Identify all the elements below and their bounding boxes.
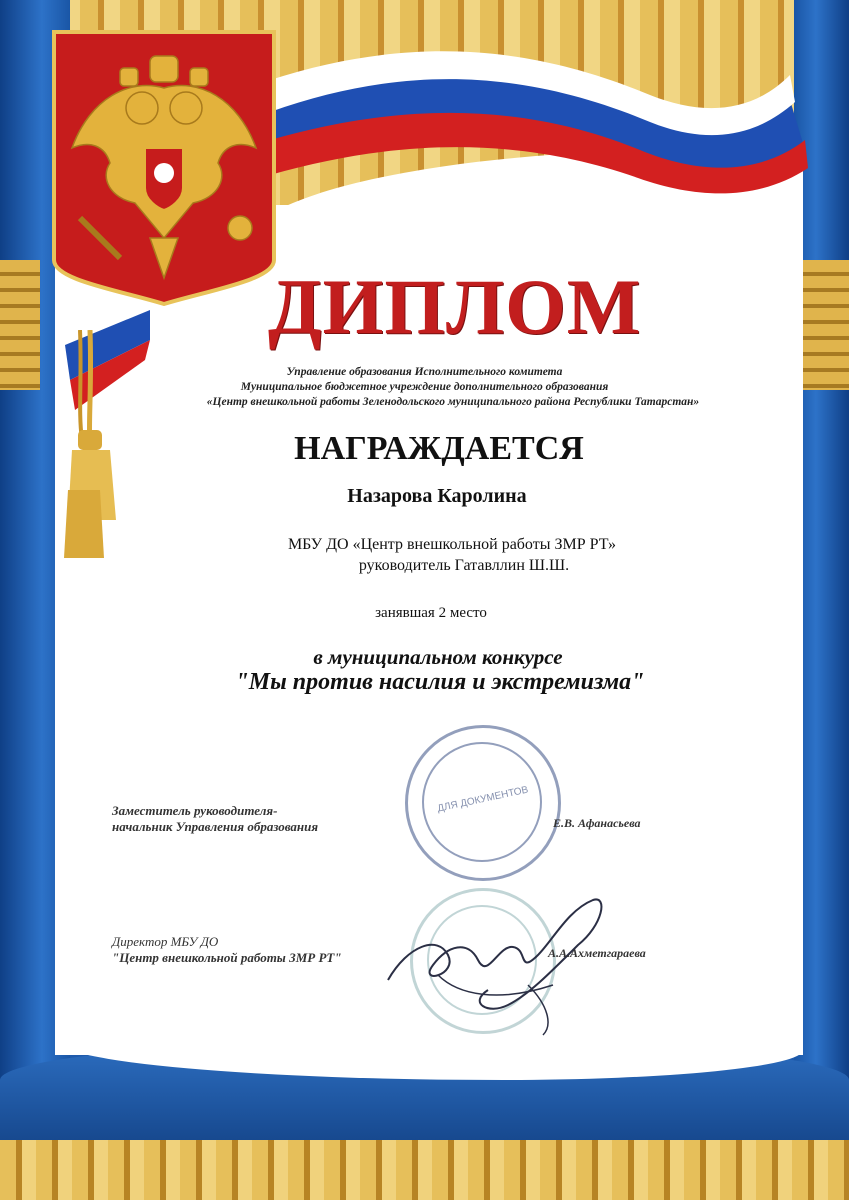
place-line: занявшая 2 место bbox=[375, 605, 487, 621]
contest-line-1: в муниципальном конкурсе bbox=[313, 645, 563, 669]
deputy-name: Е.В. Афанасьева bbox=[553, 816, 641, 830]
recipient-name: Назарова Каролина bbox=[347, 485, 527, 507]
org-line-2: Муниципальное бюджетное учреждение дополнительного образования bbox=[240, 381, 609, 393]
org-line-3: «Центр внешкольной работы Зеленодольского муниципального района Республики Татарстан» bbox=[206, 396, 700, 408]
director-title-2: "Центр внешкольной работы ЗМР РТ" bbox=[112, 950, 342, 965]
deputy-title-1: Заместитель руководителя- bbox=[112, 803, 278, 818]
diploma-title: ДИПЛОМ bbox=[268, 263, 642, 350]
contest-line-2: "Мы против насилия и экстремизма" bbox=[235, 669, 645, 695]
russian-flag-ribbon-icon bbox=[230, 40, 810, 200]
director-title-1: Директор МБУ ДО bbox=[112, 934, 219, 949]
gold-ornament-bottom bbox=[0, 1130, 849, 1200]
official-stamp-1 bbox=[405, 725, 561, 881]
school-name: МБУ ДО «Центр внешкольной работы ЗМР РТ» bbox=[287, 536, 617, 553]
deputy-title-2: начальник Управления образования bbox=[112, 819, 319, 834]
org-line-1: Управление образования Исполнительного комитета bbox=[286, 366, 563, 378]
awarded-heading: НАГРАЖДАЕТСЯ bbox=[294, 430, 584, 467]
russian-coat-of-arms-icon bbox=[50, 28, 278, 306]
supervisor-line: руководитель Гатавллин Ш.Ш. bbox=[358, 557, 570, 574]
stamp-text: ДЛЯ ДОКУМЕНТОВ bbox=[436, 784, 530, 815]
director-name: А.А.Ахметгараева bbox=[548, 946, 646, 960]
signature-handwritten bbox=[378, 885, 613, 1045]
